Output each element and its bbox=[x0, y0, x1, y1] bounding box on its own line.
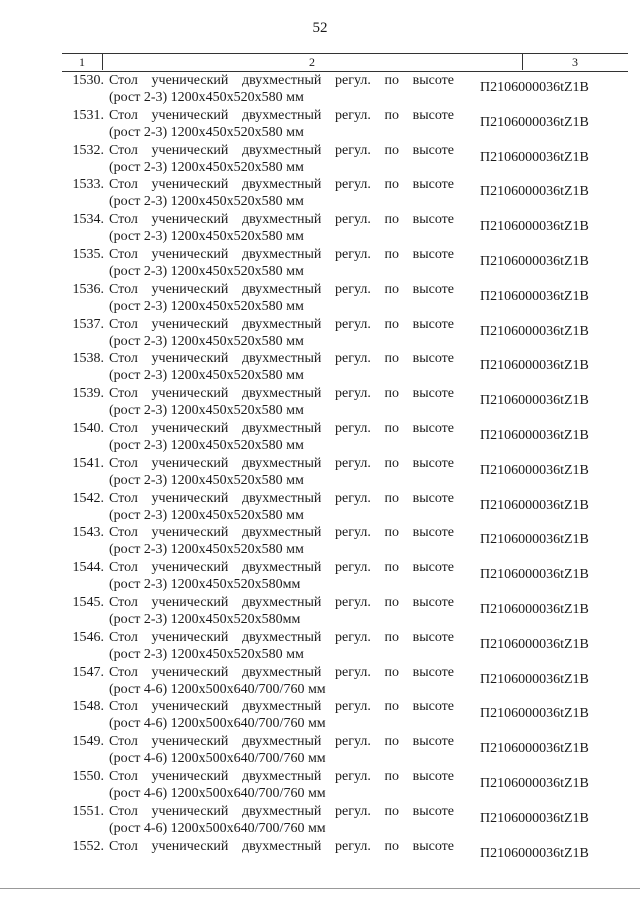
page-bottom-edge bbox=[0, 888, 640, 889]
item-code: П2106000036tZ1B bbox=[480, 427, 589, 443]
item-code: П2106000036tZ1B bbox=[480, 845, 589, 861]
table-body bbox=[62, 72, 628, 872]
item-code: П2106000036tZ1B bbox=[480, 149, 589, 165]
table-row bbox=[62, 733, 628, 768]
item-description-line1: Стол ученический двухместный регул. по высоте bbox=[109, 316, 454, 332]
item-code: П2106000036tZ1B bbox=[480, 323, 589, 339]
column-header-3: 3 bbox=[572, 55, 578, 69]
item-code: П2106000036tZ1B bbox=[480, 532, 589, 548]
row-number: 1531. bbox=[72, 107, 104, 123]
row-number: 1549. bbox=[72, 734, 104, 750]
item-code: П2106000036tZ1B bbox=[480, 288, 589, 304]
item-code: П2106000036tZ1B bbox=[480, 393, 589, 409]
item-code: П2106000036tZ1B bbox=[480, 497, 589, 513]
item-description-line2: (рост 2-3) 1200х450х520х580 мм bbox=[109, 159, 304, 175]
table-row bbox=[62, 142, 628, 177]
table-row bbox=[62, 385, 628, 420]
row-number: 1552. bbox=[72, 838, 104, 854]
item-code: П2106000036tZ1B bbox=[480, 184, 589, 200]
table-row bbox=[62, 698, 628, 733]
table-row bbox=[62, 316, 628, 351]
item-description-line1: Стол ученический двухместный регул. по высоте bbox=[109, 212, 454, 228]
row-number: 1542. bbox=[72, 490, 104, 506]
item-description-line1: Стол ученический двухместный регул. по высоте bbox=[109, 734, 454, 750]
row-number: 1548. bbox=[72, 699, 104, 715]
item-code: П2106000036tZ1B bbox=[480, 114, 589, 130]
item-description-line1: Стол ученический двухместный регул. по высоте bbox=[109, 107, 454, 123]
item-description-line1: Стол ученический двухместный регул. по высоте bbox=[109, 768, 454, 784]
item-description-line2: (рост 2-3) 1200х450х520х580мм bbox=[109, 611, 301, 627]
table-row bbox=[62, 838, 628, 873]
column-header-2: 2 bbox=[309, 55, 315, 69]
table-row bbox=[62, 420, 628, 455]
item-code: П2106000036tZ1B bbox=[480, 462, 589, 478]
row-number: 1551. bbox=[72, 803, 104, 819]
item-description-line1: Стол ученический двухместный регул. по высоте bbox=[109, 455, 454, 471]
item-description-line2: (рост 2-3) 1200х450х520х580 мм bbox=[109, 507, 304, 523]
item-description-line2: (рост 2-3) 1200х450х520х580 мм bbox=[109, 403, 304, 419]
table-header bbox=[62, 53, 628, 72]
row-number: 1547. bbox=[72, 664, 104, 680]
row-number: 1545. bbox=[72, 594, 104, 610]
item-description-line1: Стол ученический двухместный регул. по высоте bbox=[109, 629, 454, 645]
item-code: П2106000036tZ1B bbox=[480, 671, 589, 687]
item-description-line2: (рост 2-3) 1200х450х520х580 мм bbox=[109, 194, 304, 210]
item-description-line1: Стол ученический двухместный регул. по высоте bbox=[109, 838, 454, 854]
table-row bbox=[62, 664, 628, 699]
item-description-line1: Стол ученический двухместный регул. по высоте bbox=[109, 73, 454, 88]
table-row bbox=[62, 594, 628, 629]
item-description-line1: Стол ученический двухместный регул. по высоте bbox=[109, 420, 454, 436]
table-row bbox=[62, 490, 628, 525]
item-description-line1: Стол ученический двухместный регул. по высоте bbox=[109, 594, 454, 610]
item-code: П2106000036tZ1B bbox=[480, 636, 589, 652]
item-code: П2106000036tZ1B bbox=[480, 358, 589, 374]
row-number: 1534. bbox=[72, 212, 104, 228]
item-description-line2: (рост 2-3) 1200х450х520х580 мм bbox=[109, 90, 304, 105]
row-number: 1530. bbox=[72, 73, 104, 88]
item-description-line2: (рост 4-6) 1200х500х640/700/760 мм bbox=[109, 751, 326, 767]
table-row bbox=[62, 211, 628, 246]
item-description-line2: (рост 2-3) 1200х450х520х580 мм bbox=[109, 437, 304, 453]
item-code: П2106000036tZ1B bbox=[480, 219, 589, 235]
item-description-line2: (рост 2-3) 1200х450х520х580 мм bbox=[109, 229, 304, 245]
table-row bbox=[62, 246, 628, 281]
item-description-line1: Стол ученический двухместный регул. по высоте bbox=[109, 490, 454, 506]
row-number: 1543. bbox=[72, 525, 104, 541]
row-number: 1540. bbox=[72, 420, 104, 436]
row-number: 1532. bbox=[72, 142, 104, 158]
item-description-line1: Стол ученический двухместный регул. по высоте bbox=[109, 699, 454, 715]
column-header-1: 1 bbox=[79, 55, 85, 69]
table-row bbox=[62, 176, 628, 211]
item-description-line2: (рост 2-3) 1200х450х520х580 мм bbox=[109, 542, 304, 558]
item-description-line1: Стол ученический двухместный регул. по высоте bbox=[109, 142, 454, 158]
page-number: 52 bbox=[312, 20, 328, 36]
row-number: 1544. bbox=[72, 560, 104, 576]
item-description-line2: (рост 2-3) 1200х450х520х580 мм bbox=[109, 333, 304, 349]
table-row bbox=[62, 559, 628, 594]
item-code: П2106000036tZ1B bbox=[480, 567, 589, 583]
item-description-line1: Стол ученический двухместный регул. по высоте bbox=[109, 664, 454, 680]
row-number: 1550. bbox=[72, 768, 104, 784]
row-number: 1533. bbox=[72, 177, 104, 193]
item-description-line2: (рост 2-3) 1200х450х520х580мм bbox=[109, 577, 301, 593]
item-description-line1: Стол ученический двухместный регул. по высоте bbox=[109, 803, 454, 819]
row-number: 1535. bbox=[72, 246, 104, 262]
item-description-line1: Стол ученический двухместный регул. по высоте bbox=[109, 177, 454, 193]
row-number: 1536. bbox=[72, 281, 104, 297]
table-row bbox=[62, 629, 628, 664]
table-row bbox=[62, 455, 628, 490]
item-description-line2: (рост 4-6) 1200х500х640/700/760 мм bbox=[109, 820, 326, 836]
item-description-line2: (рост 4-6) 1200х500х640/700/760 мм bbox=[109, 681, 326, 697]
table-row bbox=[62, 350, 628, 385]
item-code: П2106000036tZ1B bbox=[480, 80, 589, 95]
item-description-line2: (рост 2-3) 1200х450х520х580 мм bbox=[109, 368, 304, 384]
item-code: П2106000036tZ1B bbox=[480, 706, 589, 722]
item-description-line2: (рост 2-3) 1200х450х520х580 мм bbox=[109, 298, 304, 314]
item-description-line2: (рост 4-6) 1200х500х640/700/760 мм bbox=[109, 785, 326, 801]
row-number: 1539. bbox=[72, 386, 104, 402]
item-description-line1: Стол ученический двухместный регул. по высоте bbox=[109, 386, 454, 402]
item-code: П2106000036tZ1B bbox=[480, 810, 589, 826]
table-row bbox=[62, 768, 628, 803]
item-description-line1: Стол ученический двухместный регул. по высоте bbox=[109, 281, 454, 297]
item-description-line1: Стол ученический двухместный регул. по высоте bbox=[109, 351, 454, 367]
table-row bbox=[62, 803, 628, 838]
item-code: П2106000036tZ1B bbox=[480, 741, 589, 757]
item-description-line1: Стол ученический двухместный регул. по высоте bbox=[109, 525, 454, 541]
table-row bbox=[62, 72, 628, 107]
item-description-line2: (рост 2-3) 1200х450х520х580 мм bbox=[109, 263, 304, 279]
row-number: 1538. bbox=[72, 351, 104, 367]
table-row bbox=[62, 524, 628, 559]
item-description-line2: (рост 2-3) 1200х450х520х580 мм bbox=[109, 124, 304, 140]
row-number: 1541. bbox=[72, 455, 104, 471]
item-code: П2106000036tZ1B bbox=[480, 253, 589, 269]
row-number: 1537. bbox=[72, 316, 104, 332]
item-code: П2106000036tZ1B bbox=[480, 601, 589, 617]
row-number: 1546. bbox=[72, 629, 104, 645]
table-row bbox=[62, 281, 628, 316]
item-description-line1: Стол ученический двухместный регул. по высоте bbox=[109, 560, 454, 576]
item-description-line2: (рост 4-6) 1200х500х640/700/760 мм bbox=[109, 716, 326, 732]
table-row bbox=[62, 107, 628, 142]
item-description-line1: Стол ученический двухместный регул. по высоте bbox=[109, 246, 454, 262]
item-description-line2: (рост 2-3) 1200х450х520х580 мм bbox=[109, 646, 304, 662]
item-code: П2106000036tZ1B bbox=[480, 775, 589, 791]
item-description-line2: (рост 2-3) 1200х450х520х580 мм bbox=[109, 472, 304, 488]
